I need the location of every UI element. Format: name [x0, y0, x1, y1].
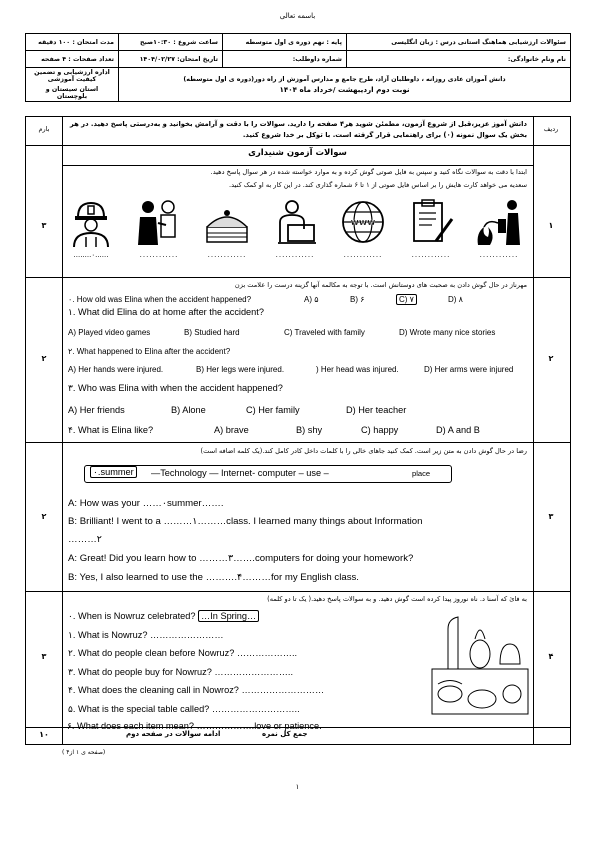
q2-item-4-d: D) A and B	[436, 425, 480, 435]
dialogue-line-5: B: Yes, I also learned to use the ……….۴………for my English class.	[68, 572, 359, 583]
word-box-example-circled: ۰.summer	[90, 466, 137, 478]
total-score: ۱۰	[39, 730, 49, 739]
card-label-1: ............	[139, 251, 179, 259]
section-title: سوالات آزمون شنیداری	[248, 148, 347, 158]
q4-item-0-question: ۰. When is Nowruz celebrated?	[68, 611, 199, 621]
q4-item-1: ۱. What is Nowruz? ……………………	[68, 630, 224, 640]
svg-text:www: www	[350, 218, 376, 228]
exam-session: نوبت دوم اردیبهشت /خرداد ماه ۱۴۰۴	[279, 84, 410, 94]
q2-item-2: ۲. What happened to Elina after the accident?	[68, 347, 231, 356]
q2-item-0: ۰. How old was Elina when the accident happened?	[68, 295, 252, 304]
intro-line-2: بخش یک سوال نمونه (۰) برای راهنمایی قرار گرفته است. با توکل بر خدا شروع کنید.	[242, 131, 527, 139]
q2-item-2-b: B) Her legs were injured.	[196, 365, 285, 374]
q2-item-2-d: D) Her arms were injured	[424, 365, 514, 374]
bismillah: باسمه تعالی	[279, 12, 316, 20]
seat-number-field: شماره داوطلب:	[223, 51, 347, 68]
page-number: ۱	[295, 783, 300, 791]
q4-item-0-answer: …In Spring…	[198, 610, 259, 622]
firefighter-icon	[66, 197, 116, 247]
q2-item-4-c: C) happy	[361, 425, 399, 435]
duration: مدت امتحان : ۱۰۰ دقیقه	[26, 34, 119, 51]
q2-item-4-b: B) shy	[296, 425, 323, 435]
section-instructions: ابتدا با دقت به سوالات نگاه کنید و سپس به فایل صوتی گوش کرده و به موارد خواسته شده در هر سوال پاسخ دهید.	[210, 168, 527, 176]
q4-number: ۴	[548, 652, 554, 661]
q2-item-1-d: D) Wrote many nice stories	[399, 328, 496, 337]
dialogue-line-2: B: Brilliant! I went to a ………۱………class. I learned many things about Information	[68, 516, 423, 527]
dialogue-line-1: A: How was your ……۰summer…….	[68, 498, 224, 509]
q1-number: ۱	[548, 221, 554, 230]
q3-score: ۲	[41, 512, 47, 521]
form-and-pen-icon	[406, 197, 456, 247]
q2-item-4: ۴. What is Elina like?	[68, 425, 154, 435]
q3-instructions: رضا در حال گوش دادن به متن زیر است. کمک کنید جاهای خالی را با کلمات داخل کادر کامل کند.(یک کلمه اضافه است)	[200, 447, 527, 455]
q2-item-1-a: A) Played video games	[68, 328, 151, 337]
q2-item-0-b: B) ۶	[350, 295, 365, 304]
student-name-field: نام ونام خانوادگی:	[347, 51, 571, 68]
exam-title: سئوالات ارزشیابی هماهنگ استانی درس : زبان انگلیسی	[347, 34, 571, 51]
q2-item-3-d: D) Her teacher	[346, 405, 407, 415]
continue-note: ادامه سوالات در صفحه دوم	[126, 730, 221, 738]
word-box-last-word: place	[412, 469, 431, 478]
q2-item-3-c: C) Her family	[246, 405, 300, 415]
office-cell	[26, 68, 119, 102]
card-label-5: ............	[411, 251, 451, 259]
dialogue-line-4: A: Great! Did you learn how to ………۳…….computers for doing your homework?	[68, 553, 414, 564]
q4-instructions: به فائ که آسنا د. ناه نوروز پیدا کرده است گوش دهید. و به سوالات پاسخ دهید.( یک تا دو کلمه)	[267, 595, 527, 603]
grade: پایه : نهم دوره ی اول متوسطه	[223, 34, 347, 51]
q2-item-2-c: ) Her head was injured.	[316, 365, 399, 374]
person-at-computer-icon	[270, 197, 320, 247]
score-header: بارم	[38, 125, 50, 133]
q4-item-0	[68, 611, 259, 622]
page-of-note: (صفحه ی ۱ از۴ )	[62, 749, 106, 756]
intro-line-1: دانش آموز عزیز،قبل از شروع آزمون، مطمئن شوید هر۴ صفحه را دارید. سوالات را با دقت و آرامش بخوانید و به‌درستی پاسخ دهید. در هر	[69, 120, 527, 128]
internet-globe-icon	[338, 197, 388, 247]
q2-item-0-d: D) ۸	[448, 295, 463, 304]
q2-item-1-c: C) Traveled with family	[284, 328, 365, 337]
q4-item-6: ۶. What does each item mean? ……………….love or patience.	[67, 721, 322, 731]
exam-info-cell	[119, 68, 571, 102]
police-officer-icon	[134, 197, 184, 247]
radif-header: ردیف	[543, 125, 559, 133]
cake-icon	[202, 197, 252, 247]
q2-instructions: مهرناز در حال گوش دادن به صحبت های دوستانش است. با توجه به مکالمه آنها گزینه درست را علامت بزن	[234, 281, 527, 289]
haft-sin-table-icon	[430, 609, 530, 724]
dialogue-line-3: ………۲	[68, 534, 102, 545]
card-label-3: ............	[275, 251, 315, 259]
q4-item-2: ۲. What do people clean before Nowruz? ………………..	[68, 648, 298, 658]
start-time: ساعت شروع : ۱۰:۳۰صبح	[119, 34, 223, 51]
q4-item-4: ۴. What does the cleaning call in Nowroz? ………………………	[68, 685, 325, 695]
q2-item-3-b: B) Alone	[171, 405, 206, 415]
card-label-6: ............	[479, 251, 519, 259]
card-label-0: ........۰......	[73, 251, 109, 259]
q2-score: ۲	[41, 354, 47, 363]
questions-table	[25, 116, 571, 745]
q1-score: ۳	[41, 221, 47, 230]
student-types: دانش آموزان عادی روزانه ، داوطلبان آزاد، طرح جامع و مدارس آموزش از راه دور(دوره ی اول متوسطه)	[183, 75, 506, 83]
q2-item-1: ۱. What did Elina do at home after the accident?	[68, 307, 264, 317]
word-box-words: —Technology — Internet- computer – use –	[151, 468, 329, 478]
q4-score: ۳	[41, 652, 47, 661]
q3-number: ۳	[548, 512, 554, 521]
office-line-2: استان سیستان و بلوچستان	[45, 86, 99, 100]
q2-item-0-c-circled: C) ۷	[396, 294, 417, 305]
card-label-2: ............	[207, 251, 247, 259]
exam-header-table	[25, 33, 571, 102]
q4-item-5: ۵. What is the special table called? ………………………..	[68, 704, 300, 714]
q2-item-3-a: A) Her friends	[68, 405, 125, 415]
page-count: تعداد صفحات : ۴ صفحه	[26, 51, 119, 68]
fire-extinguisher-icon	[474, 197, 524, 247]
q2-item-1-b: B) Studied hard	[184, 328, 240, 337]
q2-item-4-a: A) brave	[214, 425, 249, 435]
exam-date: تاریخ امتحان: ۱۴۰۴/۰۲/۲۷	[119, 51, 223, 68]
q2-item-2-a: A) Her hands were injured.	[68, 365, 164, 374]
q2-item-0-a: A) ۵	[304, 295, 319, 304]
office-line-1: اداره ارزشیابی و تضمین کیفیت آموزشی	[34, 69, 110, 83]
q1-instructions: سعدیه می خواهد کارت هایش را بر اساس فایل صوتی از ۱ تا ۶ شماره گذاری کند. در این کار به او کمک کنید.	[229, 181, 527, 189]
word-box-example	[90, 467, 137, 478]
card-label-4: ............	[343, 251, 383, 259]
q4-item-3: ۳. What do people buy for Nowruz? ……………………..	[68, 667, 293, 677]
total-label: جمع کل نمره	[262, 730, 308, 738]
q2-number: ۲	[548, 354, 554, 363]
q2-item-3: ۳. Who was Elina with when the accident happened?	[68, 383, 283, 393]
